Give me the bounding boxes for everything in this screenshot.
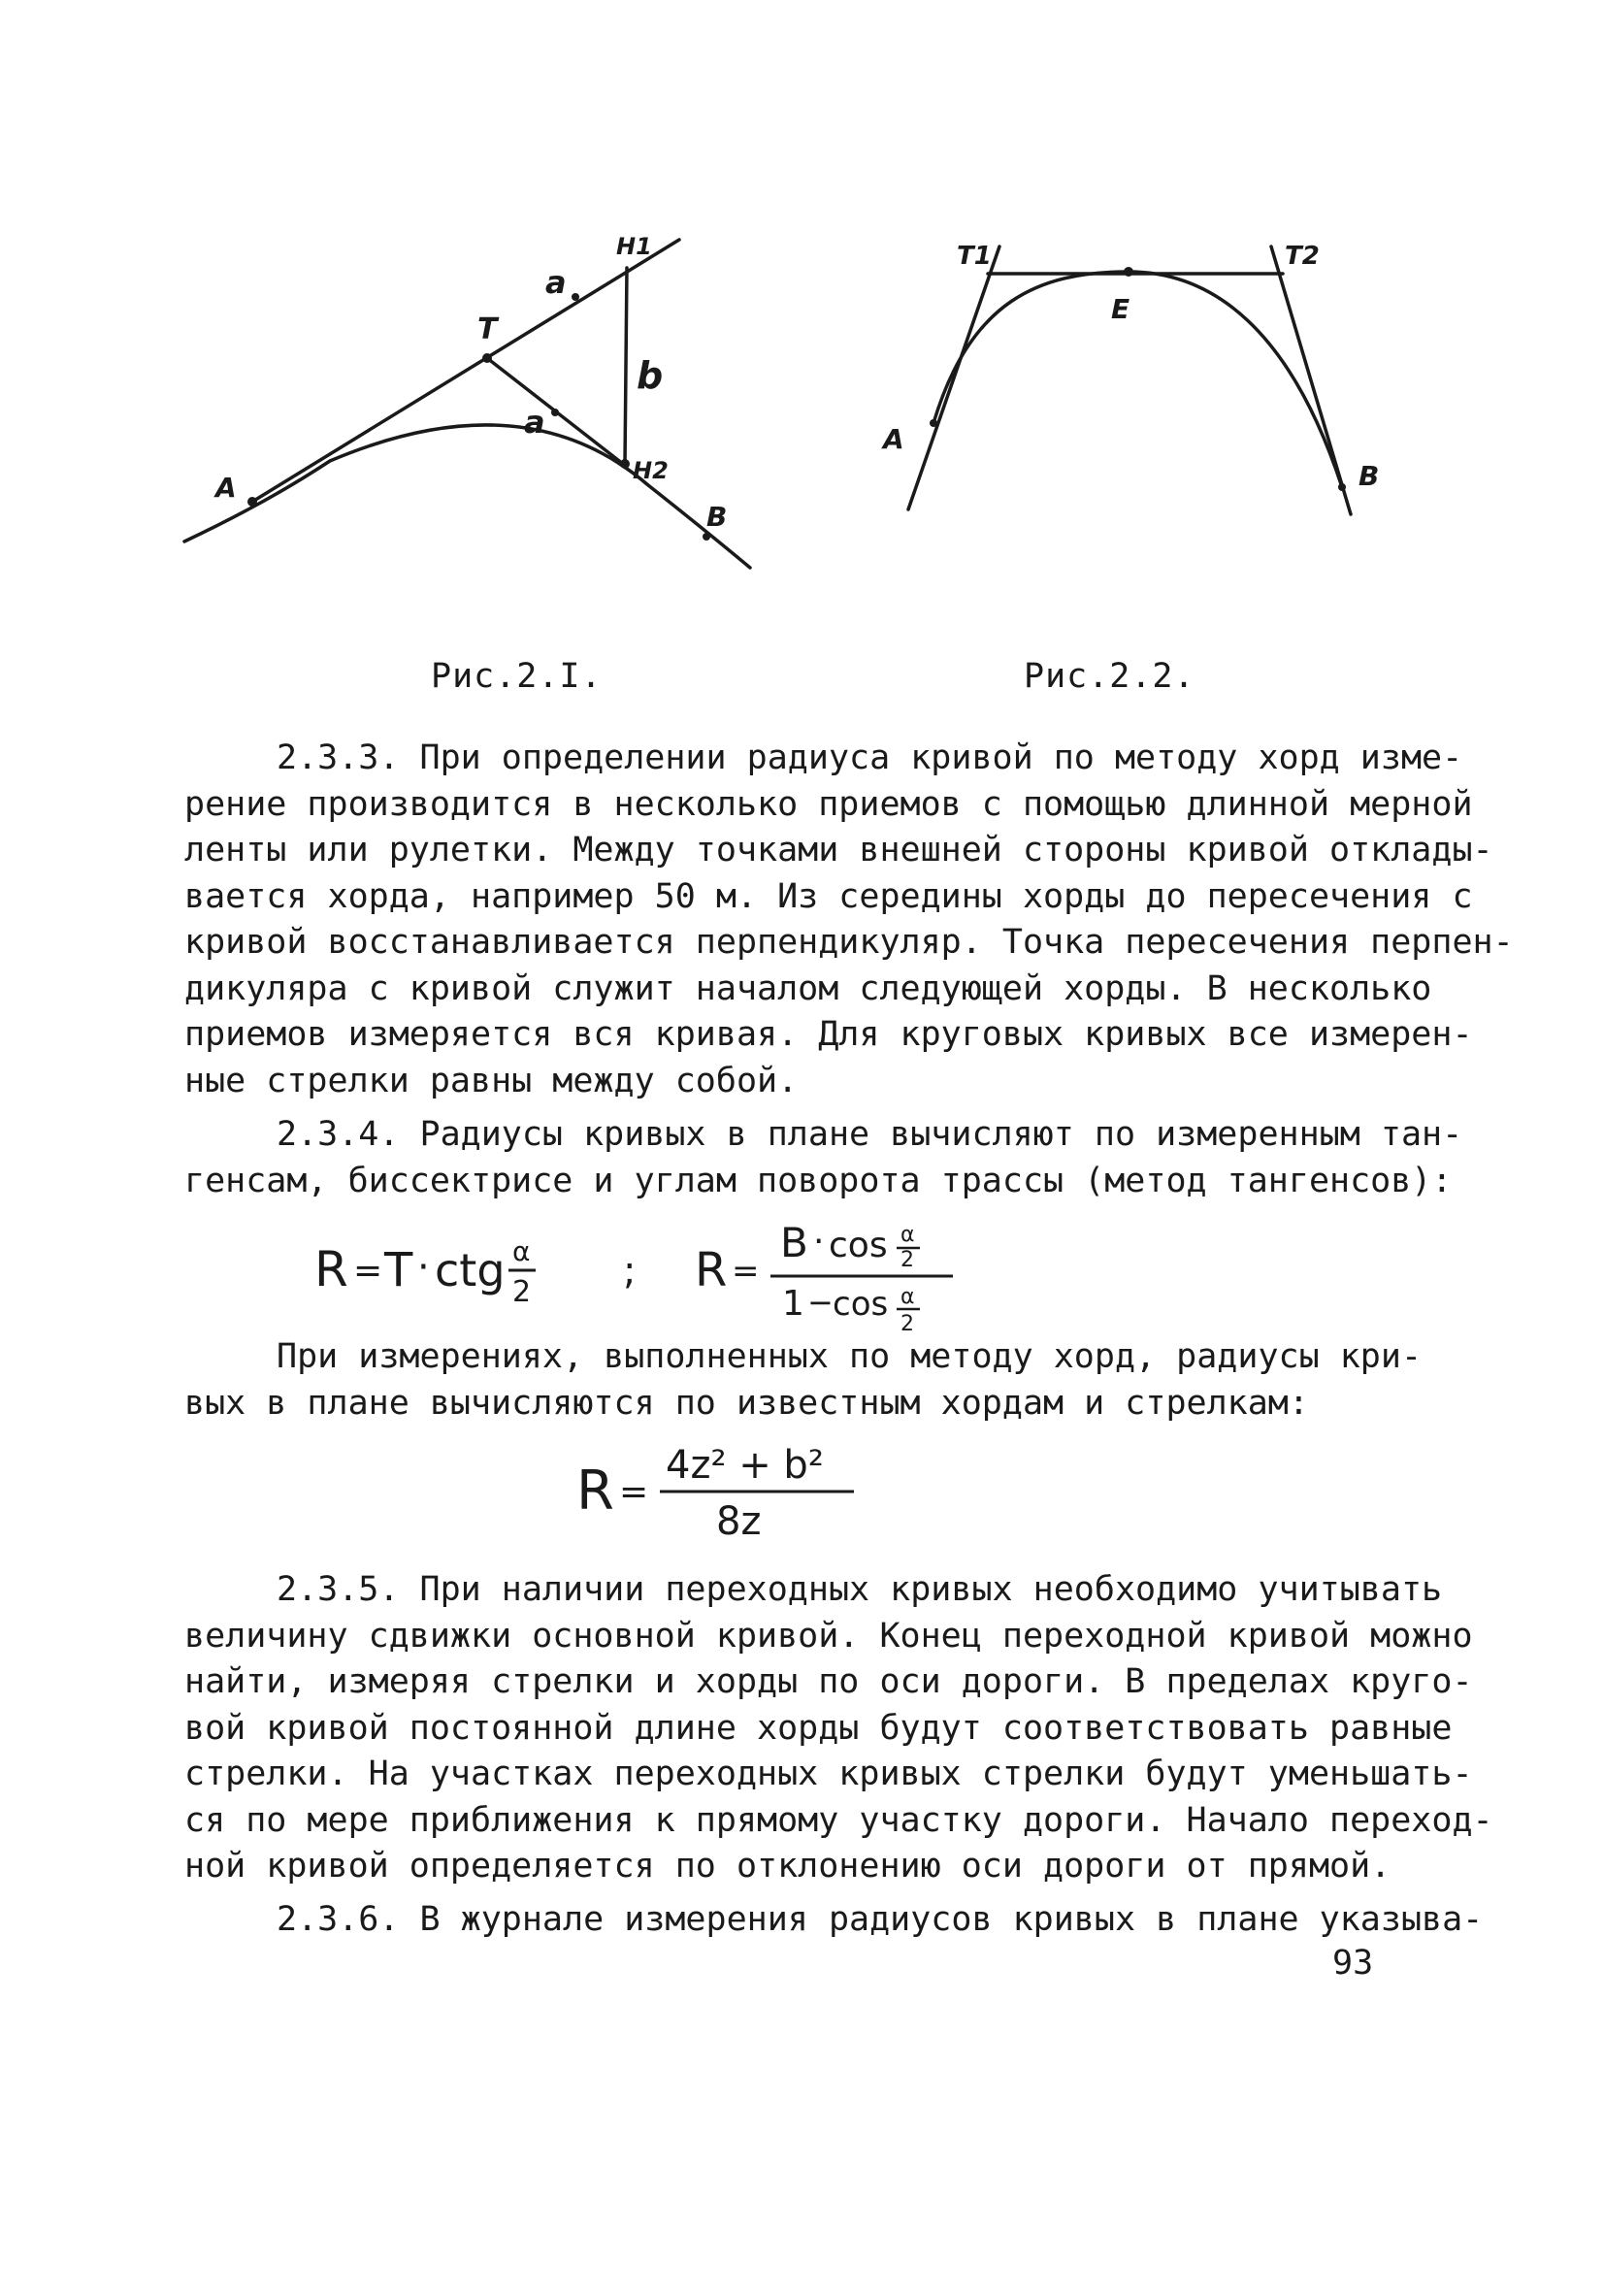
- figure-2-2-caption: Рис.2.2.: [1024, 657, 1195, 696]
- point-b-dot: [703, 533, 710, 541]
- label-t2: T2: [1285, 242, 1320, 271]
- text-line: ные стрелки равны между собой.: [184, 1061, 799, 1100]
- label-t: T: [477, 312, 498, 346]
- paragraph-2-3-5: [184, 1567, 1493, 1890]
- text-line: стрелки. На участках переходных кривых стрелки будут уменьшать-: [184, 1755, 1473, 1793]
- point-h2-dot: [620, 459, 630, 469]
- paragraph-2-3-4: [184, 1112, 1463, 1204]
- text-line: величину сдвижки основной кривой. Конец переходной кривой можно: [184, 1616, 1473, 1656]
- label-b: b: [637, 354, 664, 397]
- formula-1-alpha: α: [512, 1235, 531, 1267]
- text-line: вых в плане вычисляются по известным хордам и стрелкам:: [184, 1383, 1309, 1423]
- formula-1-two: 2: [512, 1275, 532, 1309]
- figure-2-2-drawing: [873, 233, 1397, 543]
- paragraph-2-3-3: [184, 736, 1514, 1104]
- formula-3-equals: =: [619, 1472, 649, 1512]
- label-a-mid: a: [524, 404, 545, 441]
- formula-2-cos-num: cos: [829, 1226, 888, 1265]
- curve-arc: [184, 425, 750, 568]
- text-line: ся по мере приближения к прямому участку дороги. Начало переход-: [184, 1800, 1493, 1840]
- label-b: B: [1358, 460, 1380, 492]
- text-line: 2.3.5. При наличии переходных кривых необходимо учитывать: [277, 1570, 1443, 1609]
- text-line: 2.3.6. В журнале измерения радиусов кривых в плане указыва-: [277, 1900, 1484, 1939]
- label-a: A: [883, 423, 904, 455]
- point-a-dot: [930, 419, 937, 427]
- formula-1-dot: ·: [417, 1245, 430, 1290]
- text-line: вой кривой постоянной длине хорды будут соответствовать равные: [184, 1708, 1453, 1748]
- formula-1-equals: =: [353, 1251, 383, 1291]
- formula-chord-svg: [573, 1431, 864, 1548]
- text-line: 2.3.3. При определении радиуса кривой по методу хорд изме-: [277, 738, 1463, 777]
- midpoint-a-top-dot: [572, 293, 579, 301]
- formula-2-dot: ·: [813, 1222, 825, 1262]
- formula-2-minus: −: [807, 1284, 834, 1321]
- text-line: генсам, биссектрисе и углам поворота трассы (метод тангенсов):: [184, 1161, 1453, 1200]
- text-line: При измерениях, выполненных по методу хорд, радиусы кри-: [277, 1337, 1423, 1376]
- label-a-top: a: [545, 264, 567, 301]
- text-line: дикуляра с кривой служит началом следующей хорды. В несколько: [184, 968, 1432, 1008]
- arrow-b-line: [625, 268, 627, 464]
- label-t1: T1: [957, 242, 992, 271]
- formula-separator: ;: [623, 1249, 637, 1294]
- formula-2-equals: =: [732, 1252, 760, 1291]
- formula-2-one: 1: [782, 1284, 804, 1324]
- formula-2-alpha-den: α: [900, 1285, 915, 1309]
- label-b-point: B: [706, 501, 728, 533]
- figure-2-1-caption: Рис.2.I.: [431, 657, 603, 696]
- page-number: 93: [1332, 1944, 1374, 1983]
- point-e-dot: [1124, 267, 1133, 277]
- figure-2-2: [873, 233, 1397, 543]
- formula-3-denominator: 8z: [716, 1499, 762, 1544]
- curve-arc: [933, 272, 1342, 487]
- formula-1-ctg: ctg: [435, 1244, 506, 1296]
- label-a: A: [215, 472, 237, 504]
- formula-2-r: R: [695, 1243, 728, 1297]
- formula-2-alpha-num: α: [900, 1223, 915, 1247]
- text-line: найти, измеряя стрелки и хорды по оси дороги. В пределах круго-: [184, 1662, 1473, 1701]
- text-line: 2.3.4. Радиусы кривых в плане вычисляют по измеренным тан-: [277, 1115, 1463, 1154]
- formula-1-t: T: [384, 1243, 413, 1297]
- text-line: приемов измеряется вся кривая. Для круговых кривых все измерен-: [184, 1015, 1473, 1054]
- text-line: вается хорда, например 50 м. Из середины хорды до пересечения с: [184, 876, 1473, 916]
- text-line: ной кривой определяется по отклонению оси дороги от прямой.: [184, 1847, 1391, 1886]
- label-h1: H1: [616, 233, 652, 260]
- formula-2-b: B: [780, 1219, 808, 1266]
- figure-2-1-drawing: [175, 223, 776, 582]
- formula-3-numerator: 4z² + b²: [666, 1443, 824, 1488]
- midpoint-a-mid-dot: [551, 409, 559, 416]
- formula-2-two-num: 2: [900, 1248, 914, 1272]
- text-line: рение производится в несколько приемов с помощью длинной мерной: [184, 784, 1473, 824]
- formula-3-r: R: [576, 1460, 614, 1523]
- formula-tangent-method: [311, 1218, 1009, 1338]
- paragraph-chord-method: [184, 1334, 1436, 1427]
- paragraph-2-3-6: [184, 1897, 1484, 1944]
- formula-chord-method: [573, 1431, 864, 1552]
- point-b-dot: [1338, 483, 1346, 491]
- formula-1-r: R: [314, 1241, 348, 1297]
- point-t-dot: [482, 353, 492, 363]
- text-line: ленты или рулетки. Между точками внешней стороны кривой отклады-: [184, 831, 1493, 869]
- label-h2: H2: [633, 457, 669, 484]
- point-a-dot: [247, 497, 257, 507]
- tangent-left: [908, 246, 999, 509]
- label-e: E: [1111, 293, 1130, 325]
- formula-2-two-den: 2: [900, 1312, 914, 1334]
- formula-2-cos-den: cos: [833, 1285, 889, 1324]
- figure-2-1: [175, 223, 776, 582]
- formula-tangent-svg: [311, 1218, 1009, 1334]
- text-line: кривой восстанавливается перпендикуляр. Точка пересечения перпен-: [184, 923, 1514, 962]
